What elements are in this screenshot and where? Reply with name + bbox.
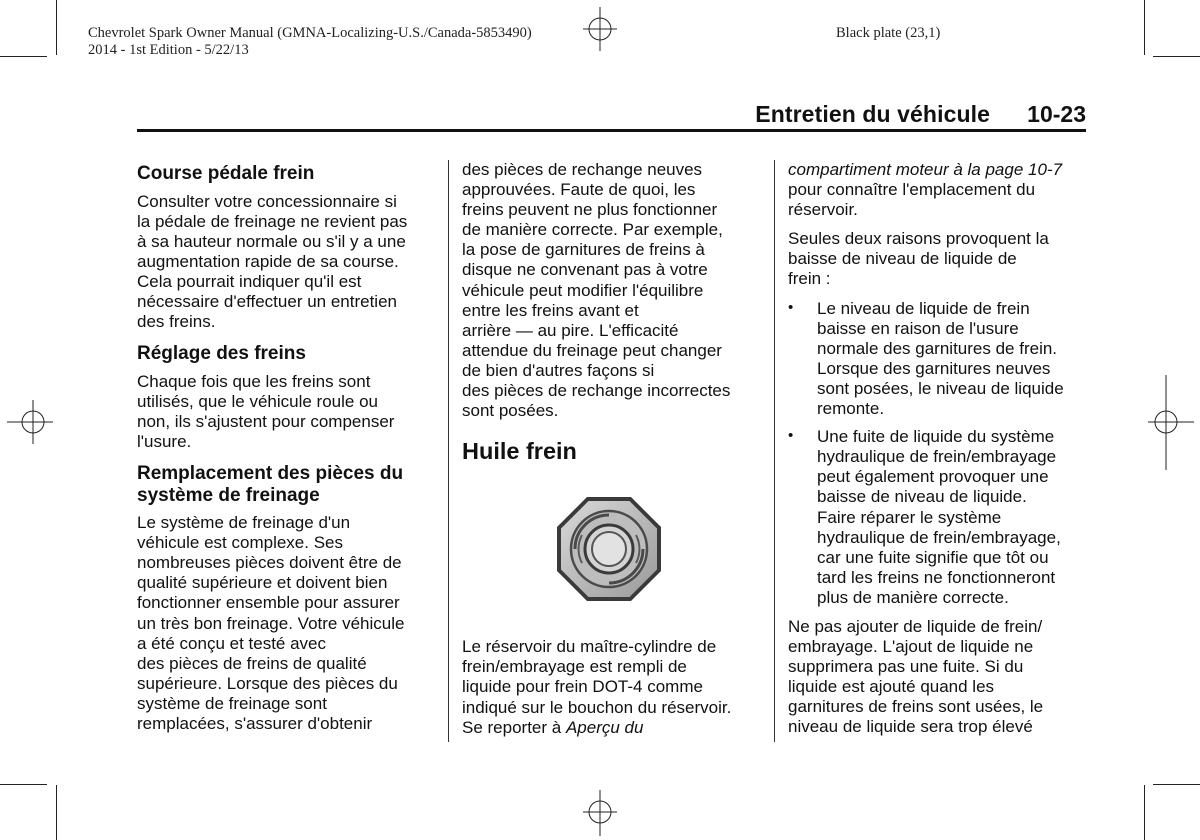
paragraph-reference: compartiment moteur à la page 10-7 pour connaître l'emplacement du réservoir. bbox=[788, 160, 1088, 220]
paragraph-ajouter-liquide: Ne pas ajouter de liquide de frein/ embrayage. L'ajout de liquide ne supprimera pas une fuite. Si du liquide est ajouté quand les garnitures de freins sont usées, le niveau de liquide sera trop élevé bbox=[788, 616, 1044, 737]
bullet-icon: • bbox=[788, 298, 794, 316]
registration-mark-icon bbox=[3, 400, 53, 444]
crop-mark bbox=[1153, 784, 1200, 785]
bullet-icon: • bbox=[788, 427, 794, 445]
crop-mark bbox=[0, 784, 47, 785]
manual-info bbox=[88, 25, 532, 59]
paragraph-reservoir: Le réservoir du maître-cylindre de frein/embrayage est rempli de liquide pour frein DOT-4 comme indiqué sur le bouchon du réservoir. Se reporter à Aperçu du bbox=[462, 637, 732, 737]
list-item: • Le niveau de liquide de frein baisse en raison de l'usure normale des garnitures de frein. Lorsque des garnitures neuves sont posées, le niveau de liquide remonte. bbox=[788, 298, 1064, 419]
registration-mark-icon bbox=[573, 7, 627, 51]
manual-edition: 2014 - 1st Edition - 5/22/13 bbox=[88, 42, 249, 58]
paragraph-pieces-rechange: des pièces de rechange neuves approuvées. Faute de quoi, les freins peuvent ne plus fonctionner de manière correcte. Par exemple, la pose de garnitures de freins à disque ne convenant pas à votre véhicule peut modifier l'équilibre entre les freins avant et arrière — au pire. L'efficacité attendue du freinage peut changer de bien d'autres façons si des pièces de rechange incorrectes sont posées. bbox=[462, 160, 731, 421]
column-1 bbox=[137, 160, 437, 734]
column-divider bbox=[774, 160, 775, 742]
crop-mark bbox=[1153, 56, 1200, 57]
column-3 bbox=[788, 160, 1088, 738]
brake-fluid-cap-icon bbox=[555, 495, 663, 603]
crop-mark bbox=[1144, 0, 1145, 55]
paragraph-remplacement-pieces: Le système de freinage d'un véhicule est complexe. Ses nombreuses pièces doivent être de qualité supérieure et doivent bien fonctionner ensemble pour assurer un très bon freinage. Votre véhicule a été conçu et testé avec des pièces de freins de qualité supérieure. Lorsque des pièces du système de freinage sont remplacées, s'assurer d'obtenir bbox=[137, 513, 405, 733]
manual-title: Chevrolet Spark Owner Manual (GMNA-Localizing-U.S./Canada-5853490) bbox=[88, 25, 532, 41]
column-divider bbox=[448, 160, 449, 742]
paragraph-raisons: Seules deux raisons provoquent la baisse de niveau de liquide de frein : bbox=[788, 229, 1049, 289]
crop-mark bbox=[56, 785, 57, 840]
crop-mark bbox=[56, 0, 57, 55]
paragraph-course-pedale: Consulter votre concessionnaire si la pédale de freinage ne revient pas à sa hauteur normale ou s'il y a une augmentation rapide de sa course. Cela pourrait indiquer qu'il est nécessaire d'effectuer un entretien des freins. bbox=[137, 191, 408, 332]
crop-mark bbox=[0, 56, 47, 57]
header-rule bbox=[137, 129, 1086, 132]
page-number: 10-23 bbox=[1027, 101, 1086, 127]
heading-reglage-freins: Réglage des freins bbox=[137, 343, 306, 365]
cross-reference-link[interactable]: compartiment moteur à la page 10-7 bbox=[788, 160, 1063, 179]
registration-mark-icon bbox=[1148, 375, 1198, 470]
section-title: Entretien du véhicule bbox=[755, 101, 990, 127]
cross-reference-link[interactable]: Aperçu du bbox=[565, 717, 644, 737]
heading-huile-frein: Huile frein bbox=[462, 438, 577, 465]
heading-course-pedale: Course pédale frein bbox=[137, 163, 315, 184]
crop-mark bbox=[1144, 785, 1145, 840]
plate-info: Black plate (23,1) bbox=[836, 25, 941, 41]
list-item: • Une fuite de liquide du système hydraulique de frein/embrayage peut également provoquer une baisse de niveau de liquide. Faire réparer le système hydraulique de frein/embrayage, car une fuite signifie que tôt ou tard les freins ne fonctionneront plus de manière correcte. bbox=[788, 427, 1061, 607]
heading-remplacement-pieces: Remplacement des pièces du système de freinage bbox=[137, 463, 404, 506]
paragraph-reglage-freins: Chaque fois que les freins sont utilisés, que le véhicule roule ou non, ils s'ajustent pour compenser l'usure. bbox=[137, 371, 395, 451]
column-2 bbox=[462, 160, 762, 738]
registration-mark-icon bbox=[573, 790, 627, 836]
